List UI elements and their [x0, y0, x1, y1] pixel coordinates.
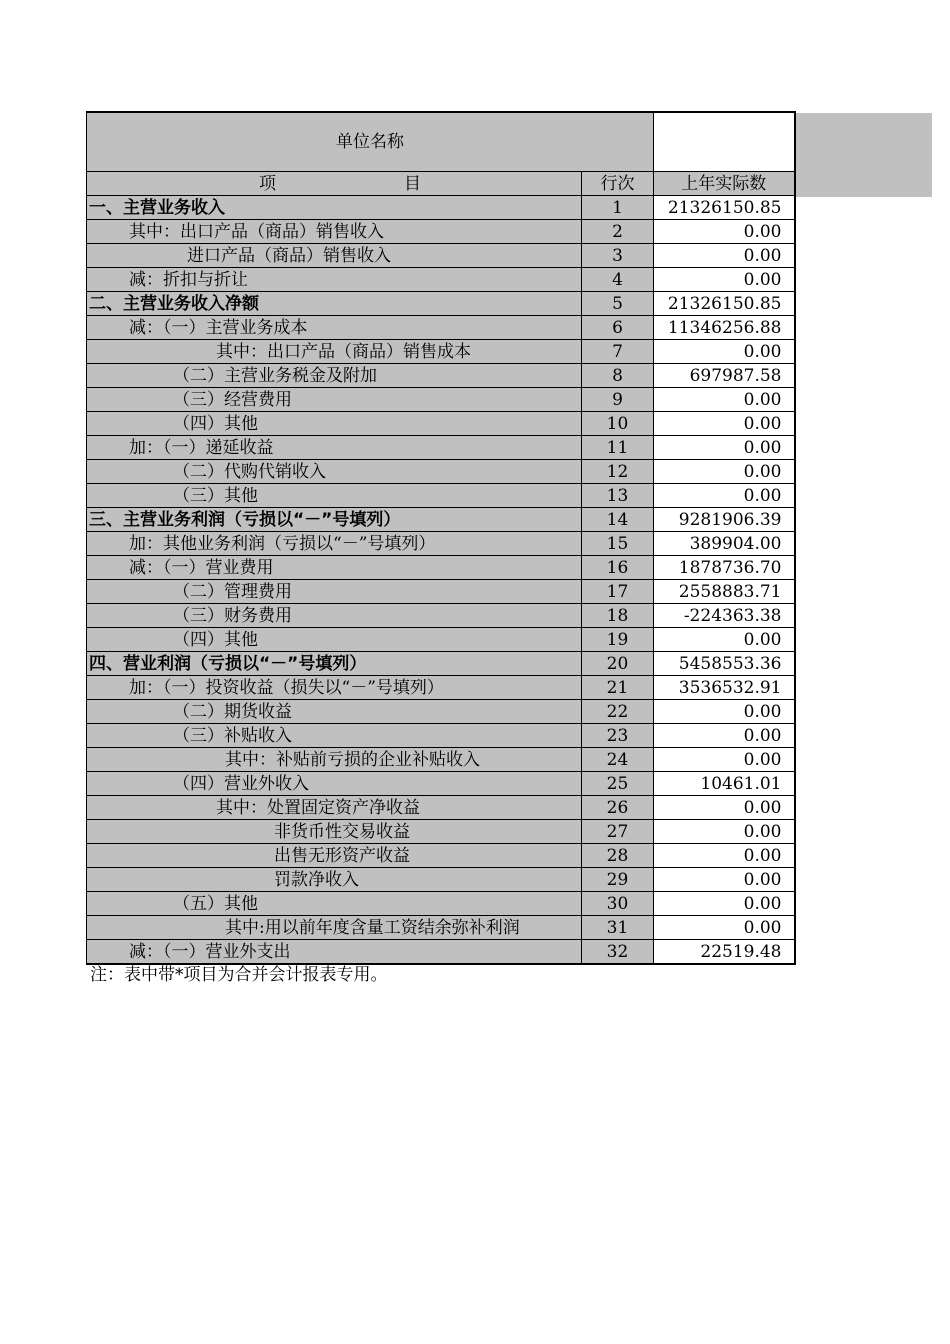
table-row	[87, 940, 795, 965]
footnote: 注：表中带*项目为合并会计报表专用。	[90, 965, 388, 985]
row-value: 21326150.85	[654, 292, 795, 316]
row-number: 21	[582, 676, 654, 700]
row-number: 2	[582, 220, 654, 244]
row-item-label: 一、主营业务收入	[87, 196, 582, 220]
row-value: 0.00	[654, 796, 795, 820]
header-gray-block	[793, 113, 932, 197]
row-item-label: 三、主营业务利润（亏损以“－”号填列）	[87, 508, 582, 532]
row-value: 0.00	[654, 484, 795, 508]
row-number: 24	[582, 748, 654, 772]
row-item-label: 罚款净收入	[87, 868, 582, 892]
row-value: 0.00	[654, 868, 795, 892]
table-row	[87, 388, 795, 412]
row-item-label: （三）其他	[87, 484, 582, 508]
unit-name-row	[87, 112, 795, 172]
row-number: 20	[582, 652, 654, 676]
table-row	[87, 796, 795, 820]
column-header-item-a: 项	[259, 173, 276, 194]
row-item-label: 其中：补贴前亏损的企业补贴收入	[87, 748, 582, 772]
row-number: 27	[582, 820, 654, 844]
table-row	[87, 484, 795, 508]
row-value: 0.00	[654, 748, 795, 772]
row-item-label: （四）营业外收入	[87, 772, 582, 796]
table-row	[87, 244, 795, 268]
table-row	[87, 892, 795, 916]
row-item-label: 加：（一）投资收益（损失以“－”号填列）	[87, 676, 582, 700]
table-row	[87, 292, 795, 316]
column-header-item	[87, 172, 582, 196]
row-value: 3536532.91	[654, 676, 795, 700]
table-row	[87, 844, 795, 868]
table-row	[87, 676, 795, 700]
row-item-label: 非货币性交易收益	[87, 820, 582, 844]
table-row	[87, 364, 795, 388]
row-number: 16	[582, 556, 654, 580]
table-row	[87, 508, 795, 532]
table-row	[87, 772, 795, 796]
row-item-label: 减：（一）营业费用	[87, 556, 582, 580]
row-item-label: （二）期货收益	[87, 700, 582, 724]
table-row	[87, 532, 795, 556]
row-number: 11	[582, 436, 654, 460]
row-value: 0.00	[654, 412, 795, 436]
row-number: 10	[582, 412, 654, 436]
row-value: -224363.38	[654, 604, 795, 628]
row-value: 0.00	[654, 340, 795, 364]
table-row	[87, 436, 795, 460]
table-row	[87, 916, 795, 940]
row-number: 5	[582, 292, 654, 316]
row-number: 22	[582, 700, 654, 724]
row-number: 3	[582, 244, 654, 268]
row-value: 697987.58	[654, 364, 795, 388]
row-number: 32	[582, 940, 654, 965]
column-header-value: 上年实际数	[654, 172, 795, 196]
row-number: 12	[582, 460, 654, 484]
table-row	[87, 580, 795, 604]
row-number: 15	[582, 532, 654, 556]
row-item-label: 加：其他业务利润（亏损以“－”号填列）	[87, 532, 582, 556]
table-row	[87, 628, 795, 652]
table-row	[87, 316, 795, 340]
table-row	[87, 652, 795, 676]
row-value: 1878736.70	[654, 556, 795, 580]
row-value: 0.00	[654, 388, 795, 412]
row-number: 17	[582, 580, 654, 604]
table-row	[87, 556, 795, 580]
row-value: 21326150.85	[654, 196, 795, 220]
row-item-label: （三）经营费用	[87, 388, 582, 412]
row-item-label: （四）其他	[87, 412, 582, 436]
column-header-item-b: 目	[404, 173, 421, 194]
table-row	[87, 604, 795, 628]
row-value: 0.00	[654, 628, 795, 652]
row-value: 0.00	[654, 268, 795, 292]
row-number: 18	[582, 604, 654, 628]
row-value: 22519.48	[654, 940, 795, 965]
row-item-label: （五）其他	[87, 892, 582, 916]
row-value: 0.00	[654, 892, 795, 916]
row-item-label: （二）主营业务税金及附加	[87, 364, 582, 388]
column-header-row	[87, 172, 795, 196]
row-value: 0.00	[654, 700, 795, 724]
row-item-label: 其中：出口产品（商品）销售成本	[87, 340, 582, 364]
row-item-label: 二、主营业务收入净额	[87, 292, 582, 316]
row-item-label: 其中：出口产品（商品）销售收入	[87, 220, 582, 244]
table-row	[87, 868, 795, 892]
table-row	[87, 412, 795, 436]
row-item-label: 四、营业利润（亏损以“－”号填列）	[87, 652, 582, 676]
table-row	[87, 340, 795, 364]
row-number: 9	[582, 388, 654, 412]
row-number: 6	[582, 316, 654, 340]
row-item-label: 进口产品（商品）销售收入	[87, 244, 582, 268]
row-item-label: 减：（一）营业外支出	[87, 940, 582, 965]
row-number: 28	[582, 844, 654, 868]
row-number: 19	[582, 628, 654, 652]
table-row	[87, 460, 795, 484]
row-number: 29	[582, 868, 654, 892]
row-item-label: 减：（一）主营业务成本	[87, 316, 582, 340]
table-row	[87, 268, 795, 292]
table-row	[87, 748, 795, 772]
row-number: 8	[582, 364, 654, 388]
row-item-label: （四）其他	[87, 628, 582, 652]
table-row	[87, 220, 795, 244]
row-value: 10461.01	[654, 772, 795, 796]
row-value: 0.00	[654, 724, 795, 748]
row-number: 23	[582, 724, 654, 748]
row-item-label: 加：（一）递延收益	[87, 436, 582, 460]
row-value: 2558883.71	[654, 580, 795, 604]
row-value: 0.00	[654, 916, 795, 940]
row-value: 9281906.39	[654, 508, 795, 532]
row-number: 14	[582, 508, 654, 532]
row-item-label: 其中:用以前年度含量工资结余弥补利润	[87, 916, 582, 940]
table-row	[87, 700, 795, 724]
row-number: 25	[582, 772, 654, 796]
unit-name-value	[654, 112, 795, 172]
row-value: 0.00	[654, 460, 795, 484]
income-statement-table	[86, 111, 796, 965]
row-number: 13	[582, 484, 654, 508]
row-value: 11346256.88	[654, 316, 795, 340]
column-header-row-number: 行次	[582, 172, 654, 196]
row-value: 389904.00	[654, 532, 795, 556]
row-value: 0.00	[654, 820, 795, 844]
row-number: 7	[582, 340, 654, 364]
row-item-label: （三）财务费用	[87, 604, 582, 628]
table-row	[87, 820, 795, 844]
row-value: 0.00	[654, 436, 795, 460]
row-number: 26	[582, 796, 654, 820]
row-value: 0.00	[654, 244, 795, 268]
table-row	[87, 724, 795, 748]
row-number: 31	[582, 916, 654, 940]
row-number: 4	[582, 268, 654, 292]
row-value: 0.00	[654, 220, 795, 244]
row-number: 1	[582, 196, 654, 220]
row-item-label: （三）补贴收入	[87, 724, 582, 748]
row-item-label: 出售无形资产收益	[87, 844, 582, 868]
row-value: 0.00	[654, 844, 795, 868]
row-item-label: （二）管理费用	[87, 580, 582, 604]
row-item-label: （二）代购代销收入	[87, 460, 582, 484]
row-number: 30	[582, 892, 654, 916]
table-row	[87, 196, 795, 220]
row-item-label: 其中：处置固定资产净收益	[87, 796, 582, 820]
unit-name-label: 单位名称	[87, 112, 654, 172]
row-item-label: 减：折扣与折让	[87, 268, 582, 292]
row-value: 5458553.36	[654, 652, 795, 676]
